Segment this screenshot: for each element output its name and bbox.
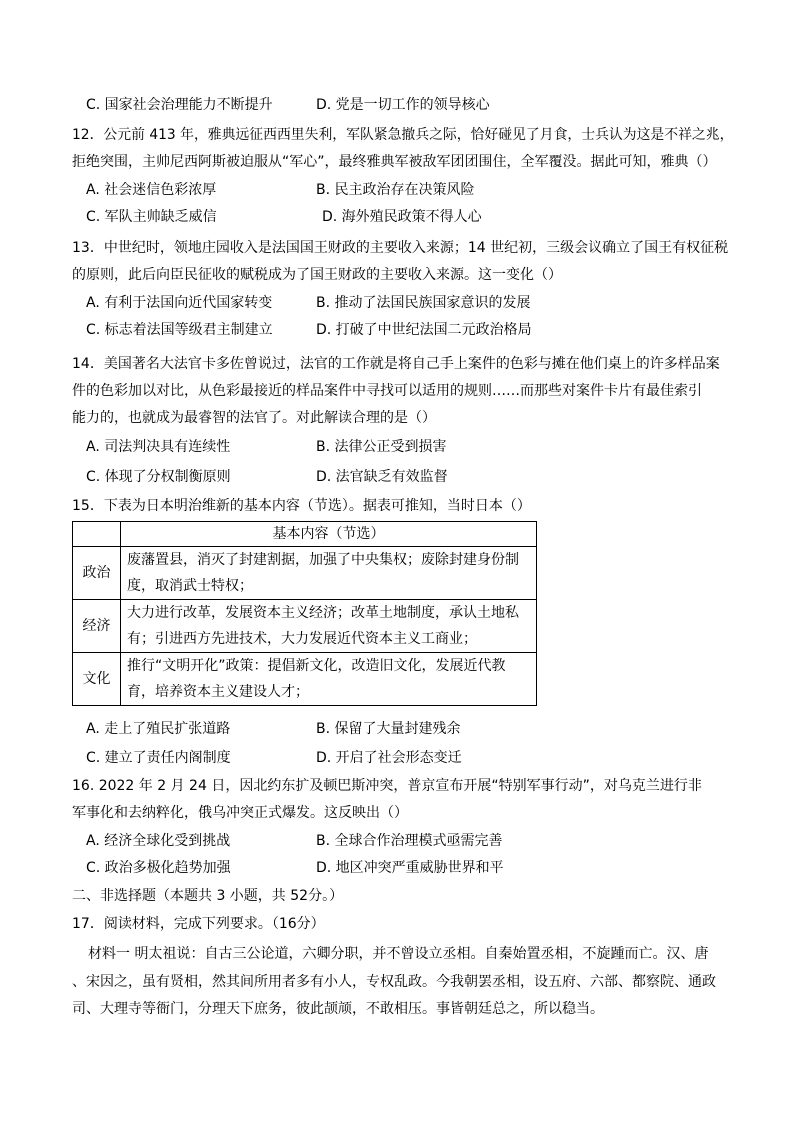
q15-option-d: D. 开启了社会形态变迁 xyxy=(316,750,462,766)
q14-stem-line2: 件的色彩加以对比，从色彩最接近的样品案件中寻找可以适用的规则……而那些对案件卡片有最佳索引 xyxy=(72,383,702,399)
q14-option-c: C. 体现了分权制衡原则 xyxy=(86,469,231,485)
q16-option-a: A. 经济全球化受到挑战 xyxy=(86,833,231,849)
q14-stem-line3: 能力的，也就成为最睿智的法官了。对此解读合理的是（） xyxy=(72,410,436,426)
q17-material-line1: 材料一 明太祖说：自古三公论道，六卿分职，并不曾设立丞相。自秦始置丞相，不旋踵而亡。汉、唐 xyxy=(88,946,709,962)
table-header-row xyxy=(73,522,537,547)
q13-option-d: D. 打破了中世纪法国二元政治格局 xyxy=(316,322,532,338)
row-label: 政治 xyxy=(73,547,121,600)
q14-option-a: A. 司法判决具有连续性 xyxy=(86,439,231,455)
q16-stem-line1: 16. 2022 年 2 月 24 日，因北约东扩及顿巴斯冲突，普京宣布开展“特别军事行动”，对乌克兰进行非 xyxy=(72,778,702,794)
table-header: 基本内容（节选） xyxy=(121,522,537,547)
q13-option-b: B. 推动了法国民族国家意识的发展 xyxy=(316,295,531,311)
q15-option-c: C. 建立了责任内阁制度 xyxy=(86,750,231,766)
q11-option-c: C. 国家社会治理能力不断提升 xyxy=(86,97,273,113)
table-row xyxy=(73,653,537,706)
q14-option-b: B. 法律公正受到损害 xyxy=(316,439,447,455)
q14-option-d: D. 法官缺乏有效监督 xyxy=(316,469,448,485)
q13-stem-line1: 13．中世纪时，领地庄园收入是法国国王财政的主要收入来源；14 世纪初，三级会议确立了国王有权征税 xyxy=(72,240,729,256)
row-content: 大力进行改革，发展资本主义经济；改革土地制度，承认土地私有；引进西方先进技术，大力发展近代资本主义工商业； xyxy=(121,600,537,653)
q12-stem-line1: 12．公元前 413 年，雅典远征西西里失利，军队紧急撤兵之际，恰好碰见了月食，士兵认为这是不祥之兆， xyxy=(72,127,734,143)
q12-option-c: C. 军队主帅缺乏威信 xyxy=(86,209,217,225)
q17-stem: 17．阅读材料，完成下列要求。（16分） xyxy=(72,916,325,932)
q16-option-d: D. 地区冲突严重威胁世界和平 xyxy=(316,860,504,876)
q16-stem-line2: 军事化和去纳粹化，俄乌冲突正式爆发。这反映出（） xyxy=(72,805,408,821)
q15-option-b: B. 保留了大量封建残余 xyxy=(316,721,461,737)
section-title: 二、非选择题（本题共 3 小题，共 52分。） xyxy=(72,888,344,904)
q13-option-c: C. 标志着法国等级君主制建立 xyxy=(86,322,273,338)
q12-option-d: D. 海外殖民政策不得人心 xyxy=(322,209,482,225)
q16-option-b: B. 全球合作治理模式亟需完善 xyxy=(316,833,503,849)
q17-material-line3: 司、大理寺等衙门，分理天下庶务，彼此颉颃，不敢相压。事皆朝廷总之，所以稳当。 xyxy=(72,1001,604,1017)
q15-stem-line1: 15．下表为日本明治维新的基本内容（节选）。据表可推知，当时日本（） xyxy=(72,498,531,514)
q15-option-a: A. 走上了殖民扩张道路 xyxy=(86,721,231,737)
table-row xyxy=(73,547,537,600)
q12-stem-line2: 拒绝突围，主帅尼西阿斯被迫服从“军心”，最终雅典军被敌军团团围住，全军覆没。据此可知，雅典（） xyxy=(72,154,717,170)
row-content: 推行“文明开化”政策：提倡新文化，改造旧文化，发展近代教育，培养资本主义建设人才； xyxy=(121,653,537,706)
meiji-reform-table xyxy=(72,521,537,706)
row-content: 废藩置县，消灭了封建割据，加强了中央集权；废除封建身份制度，取消武士特权； xyxy=(121,547,537,600)
q12-option-b: B. 民主政治存在决策风险 xyxy=(316,182,475,198)
q17-material-line2: 、宋因之，虽有贤相，然其间所用者多有小人，专权乱政。今我朝罢丞相，设五府、六部、都察院、通政 xyxy=(72,974,716,990)
q14-stem-line1: 14．美国著名大法官卡多佐曾说过，法官的工作就是将自己手上案件的色彩与摊在他们桌上的许多样品案 xyxy=(72,356,720,372)
q13-option-a: A. 有利于法国向近代国家转变 xyxy=(86,295,273,311)
row-label: 经济 xyxy=(73,600,121,653)
q11-option-d: D. 党是一切工作的领导核心 xyxy=(316,97,490,113)
q16-option-c: C. 政治多极化趋势加强 xyxy=(86,860,231,876)
q13-stem-line2: 的原则，此后向臣民征收的赋税成为了国王财政的主要收入来源。这一变化（） xyxy=(72,267,562,283)
row-label: 文化 xyxy=(73,653,121,706)
q12-option-a: A. 社会迷信色彩浓厚 xyxy=(86,182,217,198)
table-row xyxy=(73,600,537,653)
